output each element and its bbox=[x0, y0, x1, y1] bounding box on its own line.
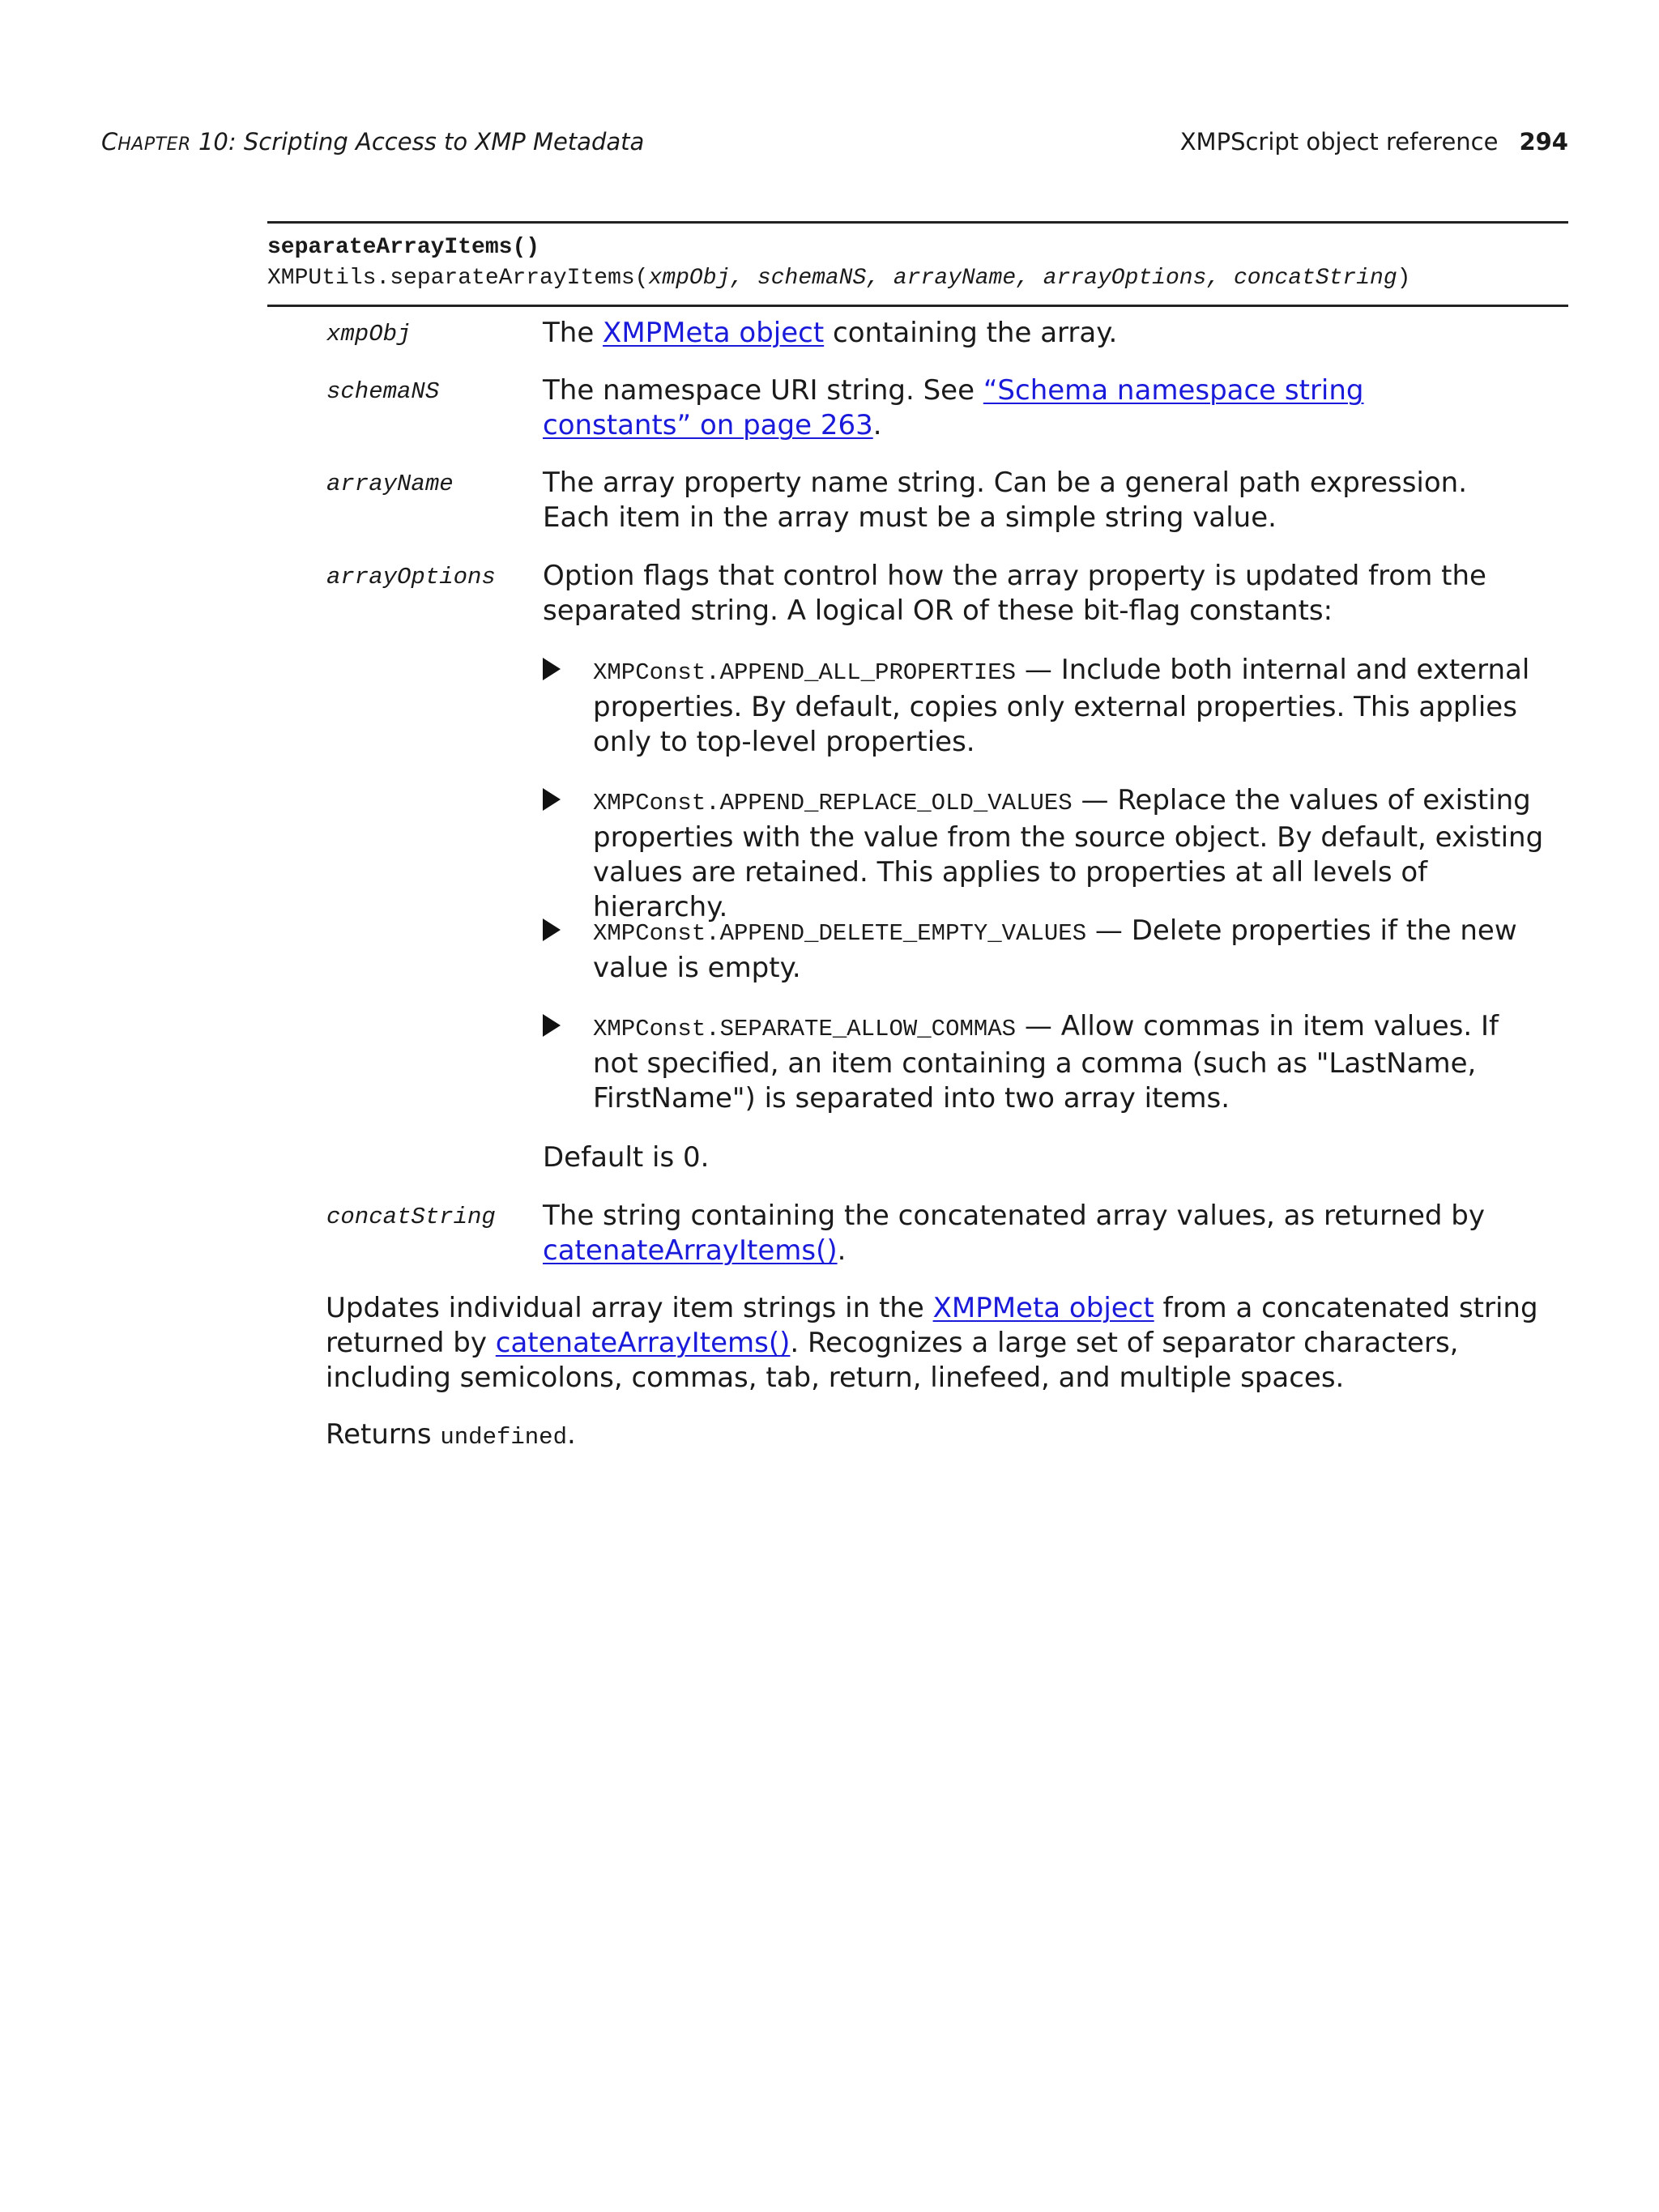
section-title: XMPScript object reference bbox=[1179, 128, 1499, 156]
bullet-text bbox=[593, 783, 1547, 925]
constant-name: XMPConst.APPEND_REPLACE_OLD_VALUES bbox=[593, 790, 1073, 816]
bullet-triangle-icon bbox=[543, 1014, 561, 1037]
bullet-text bbox=[593, 653, 1547, 760]
catenate-array-items-link[interactable]: catenateArrayItems() bbox=[543, 1234, 838, 1267]
bullet-triangle-icon bbox=[543, 918, 561, 941]
running-header bbox=[101, 128, 1568, 160]
param-name-schemans: schemaNS bbox=[326, 378, 440, 405]
constant-description: — Replace the values of existing properties with the value from the source object. By default, existing values are retained. This applies to properties at all levels of hierarchy. bbox=[593, 784, 1544, 923]
param-name-xmpobj: xmpObj bbox=[326, 321, 412, 347]
param-desc-arrayoptions: Option flags that control how the array property is updated from the separated string. A logical OR of these bit-flag constants: bbox=[543, 560, 1486, 627]
schema-namespace-constants-link[interactable]: “Schema namespace string constants” on page 263 bbox=[543, 374, 1364, 441]
description-paragraph bbox=[326, 1291, 1557, 1396]
chapter-prefix-initial: C bbox=[101, 128, 118, 156]
constant-description: — Delete properties if the new value is empty. bbox=[593, 914, 1517, 984]
method-name: separateArrayItems() bbox=[267, 235, 540, 260]
constant-name: XMPConst.SEPARATE_ALLOW_COMMAS bbox=[593, 1016, 1017, 1042]
catenate-array-items-link[interactable]: catenateArrayItems() bbox=[495, 1327, 791, 1359]
bullet-text bbox=[593, 914, 1547, 986]
signature-rule bbox=[267, 305, 1568, 307]
top-rule bbox=[267, 221, 1568, 224]
param-desc-text: The string containing the concatenated array values, as returned by bbox=[543, 1200, 1485, 1232]
chapter-title bbox=[101, 128, 644, 156]
xmpmeta-object-link[interactable]: XMPMeta object bbox=[932, 1292, 1154, 1324]
page-number: 294 bbox=[1519, 128, 1568, 156]
param-desc-text: . bbox=[872, 409, 882, 441]
bullet-text bbox=[593, 1009, 1547, 1116]
returns-value: undefined bbox=[440, 1424, 567, 1451]
param-name-concatstring: concatString bbox=[326, 1204, 496, 1230]
constant-name: XMPConst.APPEND_DELETE_EMPTY_VALUES bbox=[593, 920, 1087, 947]
param-desc-xmpobj bbox=[543, 316, 1539, 351]
param-desc-text: . bbox=[837, 1234, 847, 1267]
signature-suffix: ) bbox=[1397, 266, 1411, 291]
bullet-triangle-icon bbox=[543, 658, 561, 680]
returns-paragraph bbox=[326, 1417, 1557, 1455]
paragraph-text: . Recognizes a large set of separator characters, including semicolons, commas, tab, return, linefeed, and multiple spaces. bbox=[326, 1327, 1459, 1394]
param-name-arrayname: arrayName bbox=[326, 471, 454, 497]
param-desc-text: The bbox=[543, 317, 603, 349]
chapter-prefix-smallcaps: HAPTER bbox=[117, 134, 191, 155]
returns-label: Returns bbox=[326, 1418, 441, 1451]
signature-prefix: XMPUtils.separateArrayItems( bbox=[267, 266, 649, 291]
constant-name: XMPConst.APPEND_ALL_PROPERTIES bbox=[593, 659, 1017, 686]
param-desc-schemans bbox=[543, 373, 1458, 443]
param-name-arrayoptions: arrayOptions bbox=[326, 564, 496, 590]
paragraph-text: Updates individual array item strings in the bbox=[326, 1292, 933, 1324]
bullet-triangle-icon bbox=[543, 788, 561, 811]
chapter-title-text: 10: Scripting Access to XMP Metadata bbox=[190, 128, 645, 156]
xmpmeta-object-link[interactable]: XMPMeta object bbox=[603, 317, 825, 349]
default-value-note: Default is 0. bbox=[543, 1141, 710, 1174]
param-desc-concatstring bbox=[543, 1199, 1539, 1268]
param-desc-text: containing the array. bbox=[824, 317, 1118, 349]
param-desc-text: The namespace URI string. See bbox=[543, 374, 983, 407]
returns-end: . bbox=[567, 1418, 576, 1451]
constant-description: — Allow commas in item values. If not specified, an item containing a comma (such as "LastName, FirstName") is separated into two array items. bbox=[593, 1010, 1499, 1115]
constant-description: — Include both internal and external properties. By default, copies only external properties. This applies only to top-level properties. bbox=[593, 654, 1530, 758]
signature-args: xmpObj, schemaNS, arrayName, arrayOptions, concatString bbox=[648, 266, 1397, 291]
method-signature bbox=[267, 266, 1410, 291]
param-desc-arrayname: The array property name string. Can be a general path expression. Each item in the array must be a simple string value. bbox=[543, 467, 1468, 534]
paragraph-text: from a concatenated string returned by bbox=[326, 1292, 1538, 1359]
section-header bbox=[1180, 128, 1568, 156]
